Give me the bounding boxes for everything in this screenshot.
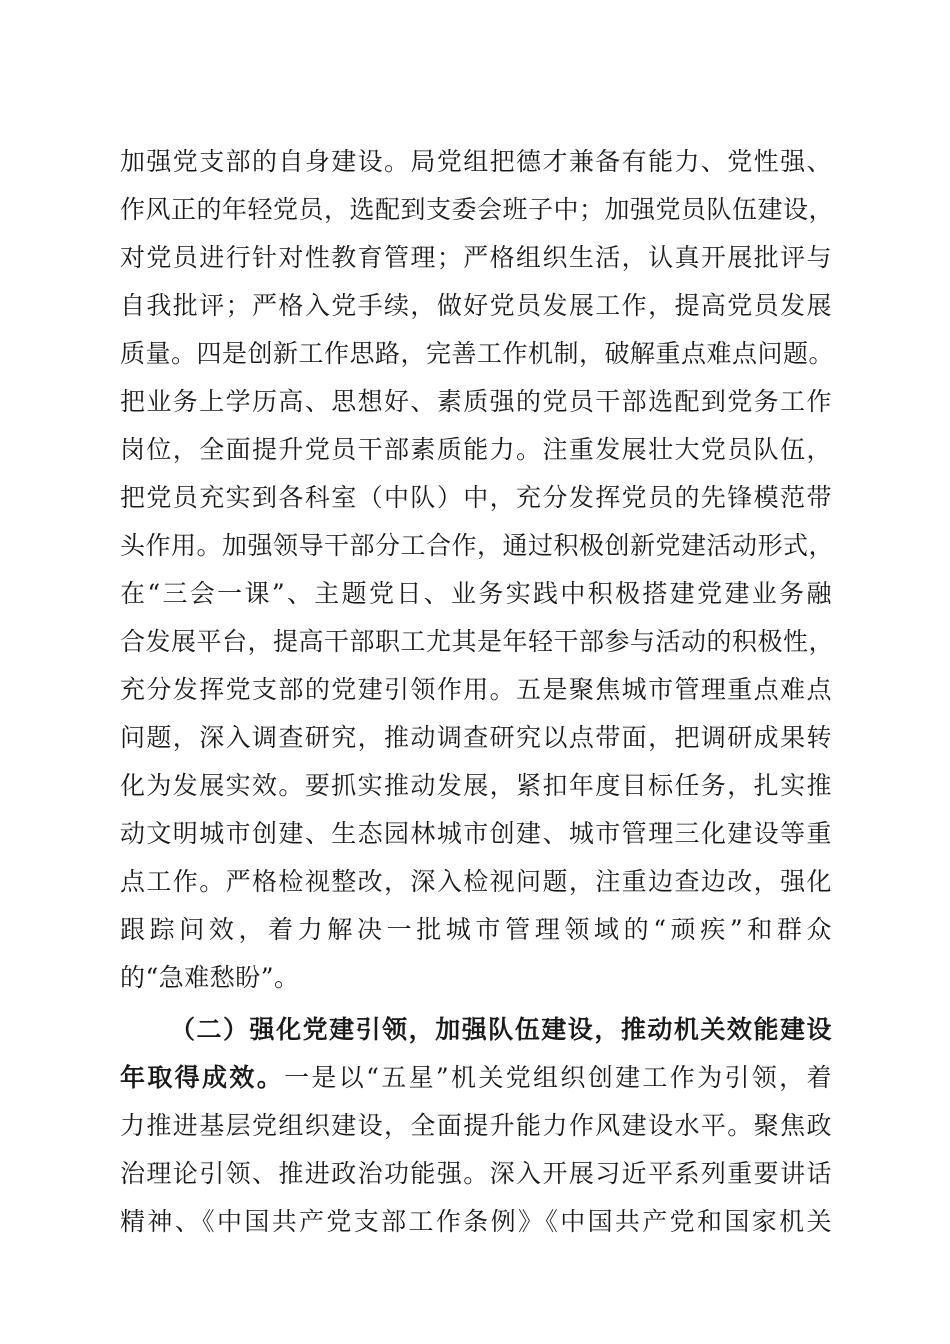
text-line: 在“三会一课”、主题党日、业务实践中积极搭建党建业务融 <box>120 579 832 608</box>
section-heading-tail: 年取得成效。 <box>120 1063 285 1092</box>
text-line: 质量。四是创新工作思路，完善工作机制，破解重点难点问题。 <box>120 339 835 368</box>
text-line: 头作用。加强领导干部分工合作，通过积极创新党建活动形式， <box>120 531 835 560</box>
text-line <box>120 1054 832 1102</box>
document-body <box>120 138 835 1246</box>
text-line: 把业务上学历高、思想好、素质强的党员干部选配到党务工作 <box>120 387 832 416</box>
paragraph-1 <box>120 138 835 1002</box>
paragraph-2 <box>120 1006 832 1246</box>
text-line: 治理论引领、推进政治功能强。深入开展习近平系列重要讲话 <box>120 1159 832 1188</box>
text-line: 对党员进行针对性教育管理；严格组织生活，认真开展批评与 <box>120 243 832 272</box>
text-line: 合发展平台，提高干部职工尤其是年轻干部参与活动的积极性， <box>120 627 835 656</box>
text-line: 充分发挥党支部的党建引领作用。五是聚焦城市管理重点难点 <box>120 675 832 704</box>
text-line: 动文明城市创建、生态园林城市创建、城市管理三化建设等重 <box>120 819 832 848</box>
text-line: 的“急难愁盼”。 <box>120 963 300 992</box>
text-line: 化为发展实效。要抓实推动发展，紧扣年度目标任务，扎实推 <box>120 771 832 800</box>
text-line: 作风正的年轻党员，选配到支委会班子中；加强党员队伍建设， <box>120 195 835 224</box>
text-line-rest: 一是以“五星”机关党组织创建工作为引领，着 <box>284 1063 832 1092</box>
text-line: 岗位，全面提升党员干部素质能力。注重发展壮大党员队伍， <box>120 435 832 464</box>
text-line: 把党员充实到各科室（中队）中，充分发挥党员的先锋模范带 <box>120 483 832 512</box>
text-line: 跟踪问效，着力解决一批城市管理领域的“顽疾”和群众 <box>120 915 832 944</box>
text-line: 点工作。严格检视整改，深入检视问题，注重边查边改，强化 <box>120 867 832 896</box>
text-line: 加强党支部的自身建设。局党组把德才兼备有能力、党性强、 <box>120 147 832 176</box>
text-line: 力推进基层党组织建设，全面提升能力作风建设水平。聚焦政 <box>120 1111 832 1140</box>
text-line: 问题，深入调查研究，推动调查研究以点带面，把调研成果转 <box>120 723 832 752</box>
text-line: 自我批评；严格入党手续，做好党员发展工作，提高党员发展 <box>120 291 832 320</box>
section-heading: （二）强化党建引领，加强队伍建设，推动机关效能建设 <box>170 1015 832 1044</box>
text-line: 精神、《中国共产党支部工作条例》《中国共产党和国家机关 <box>120 1207 832 1236</box>
